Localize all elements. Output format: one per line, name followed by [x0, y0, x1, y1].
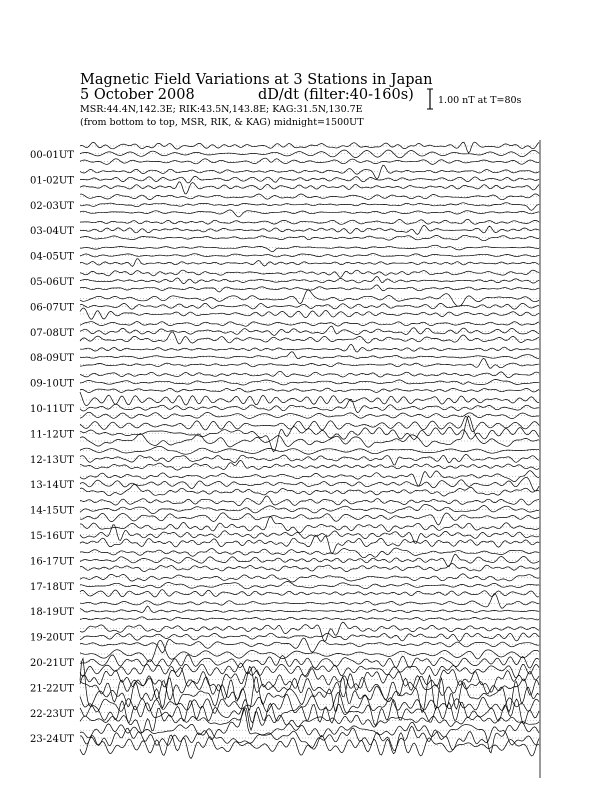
hour-row: [30, 392, 540, 419]
hour-row: [30, 692, 540, 732]
trace-rik: [80, 582, 539, 589]
hour-label: 19-20UT: [30, 632, 74, 644]
hour-row: [30, 446, 540, 470]
hour-label: 00-01UT: [30, 150, 74, 161]
hour-label: 08-09UT: [30, 353, 74, 365]
hour-label: 09-10UT: [30, 378, 74, 390]
hour-row: [30, 622, 540, 653]
chart-title: Magnetic Field Variations at 3 Stations in Japan: [80, 72, 433, 88]
quantity-label: dD/dt (filter:40-160s): [258, 87, 414, 103]
hour-row: [30, 594, 540, 621]
trace-rik: [80, 633, 539, 641]
hour-label: 04-05UT: [30, 251, 74, 263]
hour-row: [30, 245, 540, 266]
trace-rik: [80, 606, 539, 613]
hour-label: 16-17UT: [30, 556, 74, 568]
trace-kag: [80, 219, 539, 224]
hour-row: [30, 344, 540, 368]
trace-kag: [80, 290, 539, 307]
hour-row: [30, 290, 540, 319]
hour-row: [30, 416, 540, 452]
trace-rik: [80, 352, 539, 359]
trace-kag: [80, 471, 539, 486]
trace-rik: [80, 504, 539, 513]
hour-row: [30, 471, 540, 496]
trace-kag: [80, 270, 539, 277]
trace-msr: [80, 638, 539, 653]
trace-msr: [80, 564, 539, 572]
trace-msr: [80, 332, 539, 344]
hour-row: [30, 371, 540, 392]
scale-label: 1.00 nT at T=80s: [438, 95, 522, 106]
trace-kag: [80, 594, 539, 608]
order-note: (from bottom to top, MSR, RIK, & KAG) midnight=1500UT: [80, 117, 364, 128]
hour-row: [30, 142, 540, 164]
trace-msr: [80, 617, 539, 621]
trace-kag: [80, 344, 539, 352]
trace-rik: [80, 326, 539, 335]
hour-label: 22-23UT: [30, 708, 74, 720]
hour-row: [30, 496, 540, 525]
trace-kag: [80, 142, 539, 153]
scale-bar: [427, 89, 433, 109]
trace-rik: [80, 203, 539, 211]
hour-label: 13-14UT: [30, 480, 74, 492]
trace-rik: [80, 380, 539, 386]
hour-row: [30, 517, 540, 554]
trace-msr: [80, 182, 539, 194]
hour-label: 07-08UT: [30, 327, 74, 339]
trace-kag: [80, 692, 539, 713]
trace-msr: [80, 460, 539, 470]
hour-label: 10-11UT: [30, 404, 74, 415]
trace-rik: [80, 455, 539, 466]
hour-label: 23-24UT: [30, 734, 74, 746]
date-label: 5 October 2008: [80, 87, 195, 103]
hour-label: 11-12UT: [30, 429, 74, 441]
hour-label: 06-07UT: [30, 302, 74, 314]
trace-rik: [80, 276, 539, 283]
trace-msr: [80, 158, 539, 164]
hour-label: 15-16UT: [30, 531, 74, 542]
trace-kag: [80, 622, 539, 641]
hour-label: 21-22UT: [30, 683, 74, 695]
trace-kag: [80, 446, 539, 454]
trace-msr: [80, 210, 539, 217]
hour-label: 14-15UT: [30, 505, 74, 517]
hour-label: 05-06UT: [30, 277, 74, 288]
hour-row: [30, 270, 540, 292]
hour-row: [30, 165, 540, 194]
stations-label: MSR:44.4N,142.3E; RIK:43.5N,143.8E; KAG:31.5N,130.7E: [80, 104, 363, 115]
trace-msr: [80, 388, 539, 392]
hour-row: [30, 574, 540, 597]
hour-row: [30, 548, 540, 572]
trace-msr: [80, 358, 539, 368]
trace-rik: [80, 176, 539, 183]
hour-label: 20-21UT: [30, 658, 74, 669]
hour-label: 01-02UT: [30, 175, 74, 187]
hour-label: 18-19UT: [30, 607, 74, 619]
trace-kag: [80, 641, 539, 662]
trace-msr: [80, 259, 539, 267]
trace-rik: [80, 427, 539, 452]
trace-kag: [80, 496, 539, 506]
trace-msr: [80, 308, 539, 319]
hour-row: [30, 194, 540, 217]
trace-rik: [80, 303, 539, 309]
hour-row: [30, 322, 540, 345]
trace-kag: [80, 548, 539, 558]
hour-label: 12-13UT: [30, 454, 74, 466]
hour-label: 02-03UT: [30, 200, 74, 212]
hour-row: [30, 219, 540, 240]
trace-kag: [80, 392, 539, 406]
trace-rik: [80, 525, 539, 544]
hour-label: 17-18UT: [30, 581, 74, 593]
trace-kag: [80, 194, 539, 200]
hour-label: 03-04UT: [30, 226, 74, 238]
hour-row: [30, 709, 540, 759]
trace-kag: [80, 245, 539, 252]
